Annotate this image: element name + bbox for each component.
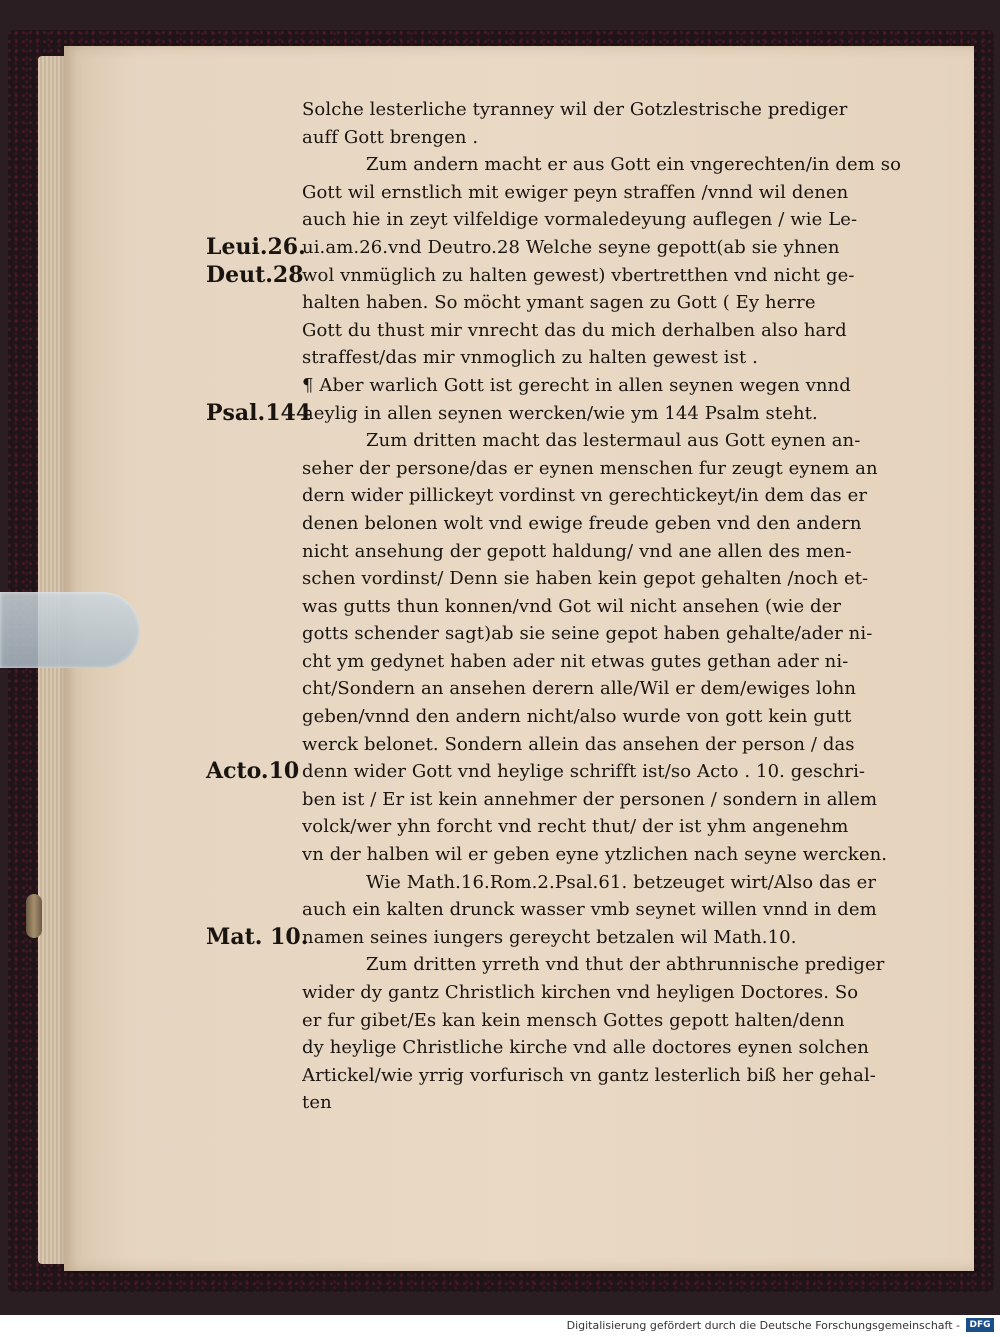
page-marker-tab <box>0 592 140 668</box>
text-line: denn wider Gott vnd heylige schrifft ist/so Acto . 10. geschri- <box>302 761 866 783</box>
text-line: nicht ansehung der gepott haldung/ vnd ane allen des men- <box>302 540 852 562</box>
text-line: heylig in allen seynen wercken/wie ym 144 Psalm steht. <box>302 402 818 424</box>
text-line: vn der halben wil er geben eyne ytzlichen nach seyne wercken. <box>302 844 888 866</box>
text-line: gotts schender sagt)ab sie seine gepot haben gehalte/ader ni- <box>302 623 873 645</box>
page-body-text <box>302 96 958 1117</box>
text-line: geben/vnnd den andern nicht/also wurde von gott kein gutt <box>302 706 852 728</box>
text-line: dy heylige Christliche kirche vnd alle doctores eynen solchen <box>302 1037 869 1059</box>
text-line: Zum andern macht er aus Gott ein vngerechten/in dem so <box>366 154 902 176</box>
margin-note: Psal.144 <box>206 399 312 426</box>
margin-note: Mat. 10. <box>206 924 309 950</box>
text-line: ben ist / Er ist kein annehmer der personen / sondern in allem <box>302 788 878 810</box>
footer-credit: Digitalisierung gefördert durch die Deutsche Forschungsgemeinschaft - <box>566 1319 960 1332</box>
text-line: Zum dritten yrreth vnd thut der abthrunnische prediger <box>366 954 885 976</box>
text-line: er fur gibet/Es kan kein mensch Gottes gepott halten/denn <box>302 1009 845 1031</box>
text-line: denen belonen wolt vnd ewige freude geben vnd den andern <box>302 512 862 534</box>
text-line: cht/Sondern an ansehen derern alle/Wil er dem/ewiges lohn <box>302 678 857 700</box>
text-line: auch hie in zeyt vilfeldige vormaledeyung auflegen / wie Le- <box>302 209 858 231</box>
footer <box>0 1315 1000 1337</box>
text-line: Wie Math.16.Rom.2.Psal.61. betzeuget wirt/Also das er <box>366 871 877 893</box>
text-line: werck belonet. Sondern allein das ansehen der person / das <box>302 733 855 755</box>
text-line: Zum dritten macht das lestermaul aus Gott eynen an- <box>366 430 861 452</box>
text-line: Gott du thust mir vnrecht das du mich derhalben also hard <box>302 319 847 341</box>
text-line: straffest/das mir vnmoglich zu halten gewest ist . <box>302 347 758 369</box>
text-line: namen seines iungers gereycht betzalen wil Math.10. <box>302 926 797 948</box>
text-line: auch ein kalten drunck wasser vmb seynet willen vnnd in dem <box>302 899 877 921</box>
text-line: auff Gott brengen . <box>302 126 479 148</box>
margin-note: Deut.28 <box>206 261 304 288</box>
text-line: wider dy gantz Christlich kirchen vnd heyligen Doctores. So <box>302 982 859 1003</box>
text-line: halten haben. So möcht ymant sagen zu Gott ( Ey herre <box>302 292 816 314</box>
margin-note: Leui.26. <box>206 234 306 260</box>
text-line: ui.am.26.vnd Deutro.28 Welche seyne gepott(ab sie yhnen <box>302 236 840 258</box>
margin-note: Acto.10 <box>206 758 300 785</box>
text-line: dern wider pillickeyt vordinst vn gerechtickeyt/in dem das er <box>302 485 868 507</box>
text-line: was gutts thun konnen/vnd Got wil nicht ansehen (wie der <box>302 595 842 617</box>
text-line: ten <box>302 1092 332 1114</box>
dfg-logo: DFG <box>966 1318 994 1332</box>
text-line: Gott wil ernstlich mit ewiger peyn straffen /vnnd wil denen <box>302 181 849 203</box>
text-line: Artickel/wie yrrig vorfurisch vn gantz lesterlich biß her gehal- <box>302 1064 876 1086</box>
text-line: cht ym gedynet haben ader nit etwas gutes gethan ader ni- <box>302 650 849 672</box>
book-clasp <box>26 894 42 938</box>
text-line: ¶ Aber warlich Gott ist gerecht in allen seynen wegen vnnd <box>302 374 851 396</box>
text-line: seher der persone/das er eynen menschen fur zeugt eynem an <box>302 457 878 479</box>
text-line: volck/wer yhn forcht vnd recht thut/ der ist yhm angenehm <box>302 816 849 838</box>
text-line: schen vordinst/ Denn sie haben kein gepot gehalten /noch et- <box>302 568 869 590</box>
text-line: wol vnmüglich zu halten gewest) vbertretthen vnd nicht ge- <box>302 264 855 286</box>
text-line: Solche lesterliche tyranney wil der Gotzlestrische prediger <box>302 99 848 120</box>
